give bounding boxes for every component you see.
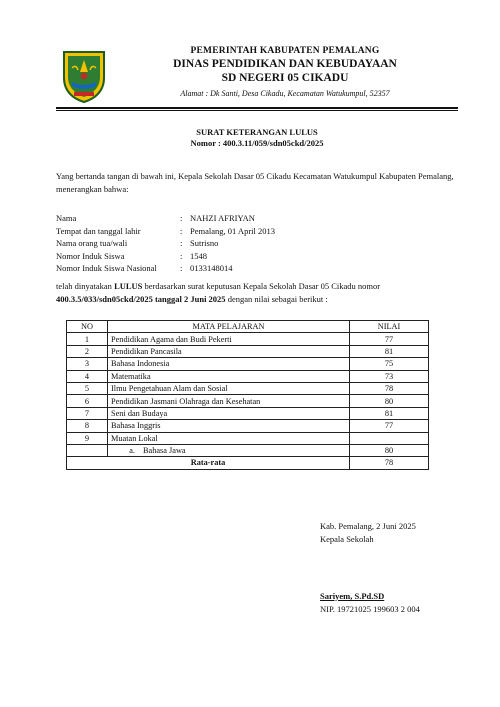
subrow-label: Bahasa Jawa	[143, 446, 186, 456]
info-value: 1548	[190, 250, 207, 261]
regency-emblem-logo	[60, 48, 108, 104]
info-value: Sutrisno	[190, 238, 219, 248]
letterhead-department: DINAS PENDIDIKAN DAN KEBUDAYAAN	[173, 58, 397, 70]
signature-position: Kepala Sekolah	[320, 533, 374, 544]
signatory-nip: NIP. 19721025 199603 2 004	[320, 603, 420, 614]
row-no: 9	[67, 432, 108, 444]
statement-lulus: LULUS	[114, 281, 143, 291]
row-subject: Pendidikan Agama dan Budi Pekerti	[108, 333, 350, 345]
info-row	[56, 212, 275, 225]
letterhead-school: SD NEGERI 05 CIKADU	[221, 72, 349, 84]
letterhead-divider-thick	[56, 107, 458, 109]
signature-header	[320, 520, 416, 545]
info-separator: :	[180, 238, 183, 248]
row-score: 81	[350, 345, 429, 357]
info-value: 0133148014	[190, 263, 233, 273]
letterhead-divider-thin	[56, 110, 458, 111]
info-row	[56, 262, 275, 275]
table-row	[67, 407, 429, 419]
row-score	[350, 432, 429, 444]
signature-footer	[320, 590, 420, 615]
subrow-score: 80	[350, 444, 429, 456]
row-subject: Muatan Lokal	[108, 432, 350, 444]
row-no: 7	[67, 407, 108, 419]
row-score: 77	[350, 333, 429, 345]
row-subject: Bahasa Indonesia	[108, 358, 350, 370]
table-row	[67, 395, 429, 407]
table-header-row	[67, 321, 429, 333]
title-number: Nomor : 400.3.11/059/sdn05ckd/2025	[190, 138, 324, 148]
info-label: Nama	[56, 213, 77, 223]
intro-paragraph: Yang bertanda tangan di bawah ini, Kepala Sekolah Dasar 05 Cikadu Kecamatan Watukumpul Kabupaten Pemalang, menerangkan bahwa:	[56, 171, 454, 194]
info-value: NAHZI AFRIYAN	[190, 213, 255, 223]
info-value: Pemalang, 01 April 2013	[190, 225, 275, 236]
title-heading: SURAT KETERANGAN LULUS	[196, 127, 318, 137]
table-row	[67, 382, 429, 394]
row-no: 3	[67, 358, 108, 370]
info-separator: :	[180, 225, 183, 236]
row-no: 1	[67, 333, 108, 345]
row-no: 6	[67, 395, 108, 407]
average-score: 78	[350, 457, 429, 469]
row-score: 81	[350, 407, 429, 419]
row-score: 77	[350, 420, 429, 432]
statement-mid: berdasarkan surat keputusan Kepala Sekolah Dasar 05 Cikadu nomor	[142, 281, 381, 291]
info-label: Nomor Induk Siswa Nasional	[56, 263, 157, 273]
row-subject: Bahasa Inggris	[108, 420, 350, 432]
table-row	[67, 358, 429, 370]
row-score: 78	[350, 382, 429, 394]
graduation-statement	[56, 280, 456, 305]
info-label: Nomor Induk Siswa	[56, 250, 125, 261]
header-subject: MATA PELAJARAN	[108, 321, 350, 333]
info-row	[56, 250, 275, 263]
table-row	[67, 420, 429, 432]
average-label: Rata-rata	[67, 457, 350, 469]
letterhead-address: Alamat : Dk Santi, Desa Cikadu, Kecamatan Watukumpul, 52357	[180, 89, 390, 98]
info-row	[56, 237, 275, 250]
info-separator: :	[180, 250, 183, 261]
info-separator: :	[180, 213, 183, 223]
row-no: 5	[67, 382, 108, 394]
row-score: 73	[350, 370, 429, 382]
row-subject: Pendidikan Pancasila	[108, 345, 350, 357]
subrow-no	[67, 444, 108, 456]
subrow-marker: a.	[129, 446, 135, 456]
average-row	[67, 457, 429, 469]
table-row	[67, 432, 429, 444]
header-score: NILAI	[350, 321, 429, 333]
info-separator: :	[180, 263, 183, 273]
row-subject: Seni dan Budaya	[108, 407, 350, 419]
document-title	[56, 127, 458, 149]
table-row	[67, 370, 429, 382]
row-score: 80	[350, 395, 429, 407]
row-subject: Ilmu Pengetahuan Alam dan Sosial	[108, 382, 350, 394]
info-label: Nama orang tua/wali	[56, 238, 128, 248]
letterhead-government: PEMERINTAH KABUPATEN PEMALANG	[190, 46, 380, 56]
statement-decree: 400.3.5/033/sdn05ckd/2025 tanggal 2 Juni 2025	[56, 293, 226, 304]
info-label: Tempat dan tanggal lahir	[56, 225, 141, 236]
row-no: 2	[67, 345, 108, 357]
row-subject: Pendidikan Jasmani Olahraga dan Kesehatan	[108, 395, 350, 407]
statement-post: dengan nilai sebagai berikut :	[225, 293, 328, 304]
info-row	[56, 225, 275, 238]
table-row	[67, 345, 429, 357]
row-score: 75	[350, 358, 429, 370]
row-subject: Matematika	[108, 370, 350, 382]
row-no: 8	[67, 420, 108, 432]
student-info	[56, 212, 275, 275]
subrow-subject	[108, 444, 350, 456]
header-no: NO	[67, 321, 108, 333]
signatory-name: Sariyem, S.Pd.SD	[320, 591, 385, 601]
row-no: 4	[67, 370, 108, 382]
signature-place-date: Kab. Pemalang, 2 Juni 2025	[320, 521, 416, 531]
letterhead	[120, 45, 450, 100]
statement-pre: telah dinyatakan	[56, 281, 115, 291]
table-row	[67, 333, 429, 345]
table-subrow	[67, 444, 429, 456]
grades-table	[66, 320, 429, 470]
